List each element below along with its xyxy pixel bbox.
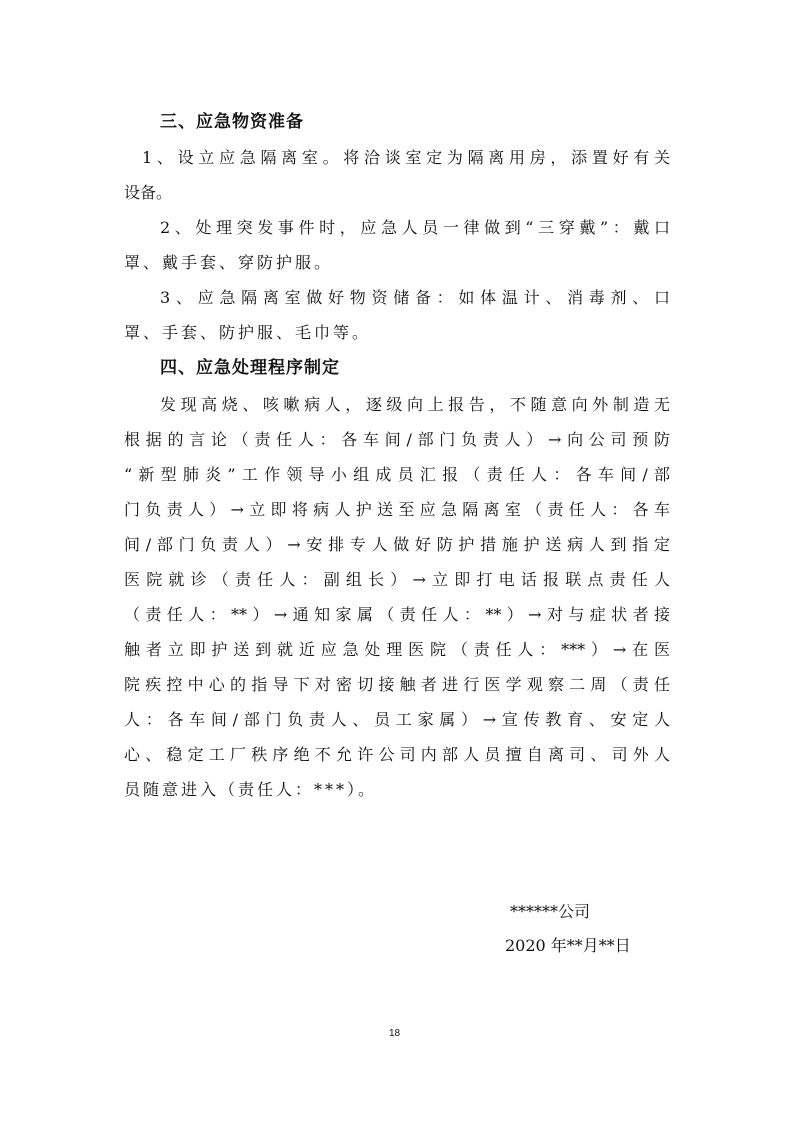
section-heading: 三、应急物资准备	[160, 112, 304, 132]
signature-date: 2020 年**月**日	[505, 936, 631, 955]
paragraph-line: 根据的言论（责任人：各车间/部门负责人）→向公司预防	[124, 430, 670, 449]
paragraph-line: 发现高烧、咳嗽病人，逐级向上报告，不随意向外制造无	[160, 395, 670, 414]
paragraph-line: 间/部门负责人）→安排专人做好防护措施护送病人到指定	[124, 535, 670, 554]
paragraph-line: 设备。	[124, 183, 173, 202]
paragraph-line: 人：各车间/部门负责人、员工家属）→宣传教育、安定人	[124, 710, 670, 729]
paragraph-line: （责任人：**）→通知家属（责任人：**）→对与症状者接	[124, 605, 670, 624]
section-heading: 四、应急处理程序制定	[160, 358, 340, 378]
paragraph-line: 3、应急隔离室做好物资储备：如体温计、消毒剂、口	[160, 288, 670, 307]
paragraph-line: 2、处理突发事件时，应急人员一律做到“三穿戴”：戴口	[160, 218, 670, 237]
paragraph-line: 院疾控中心的指导下对密切接触者进行医学观察二周（责任	[124, 675, 670, 694]
page-number: 18	[389, 1028, 401, 1039]
paragraph-line: 1、设立应急隔离室。将洽谈室定为隔离用房，添置好有关	[142, 148, 670, 167]
paragraph-line: 心、稳定工厂秩序绝不允许公司内部人员擅自离司、司外人	[124, 745, 670, 764]
paragraph-line: “新型肺炎”工作领导小组成员汇报（责任人：各车间/部	[124, 465, 670, 484]
paragraph-line: 触者立即护送到就近应急处理医院（责任人：***）→在医	[124, 640, 670, 659]
paragraph-line: 罩、戴手套、穿防护服。	[124, 253, 334, 272]
paragraph-line: 门负责人）→立即将病人护送至应急隔离室（责任人：各车	[124, 500, 670, 519]
paragraph-line: 罩、手套、防护服、毛巾等。	[124, 323, 372, 342]
paragraph-line: 医院就诊（责任人：副组长）→立即打电话报联点责任人	[124, 570, 670, 589]
signature-company: ******公司	[510, 902, 591, 921]
paragraph-line: 员随意进入（责任人：***）。	[124, 780, 378, 799]
